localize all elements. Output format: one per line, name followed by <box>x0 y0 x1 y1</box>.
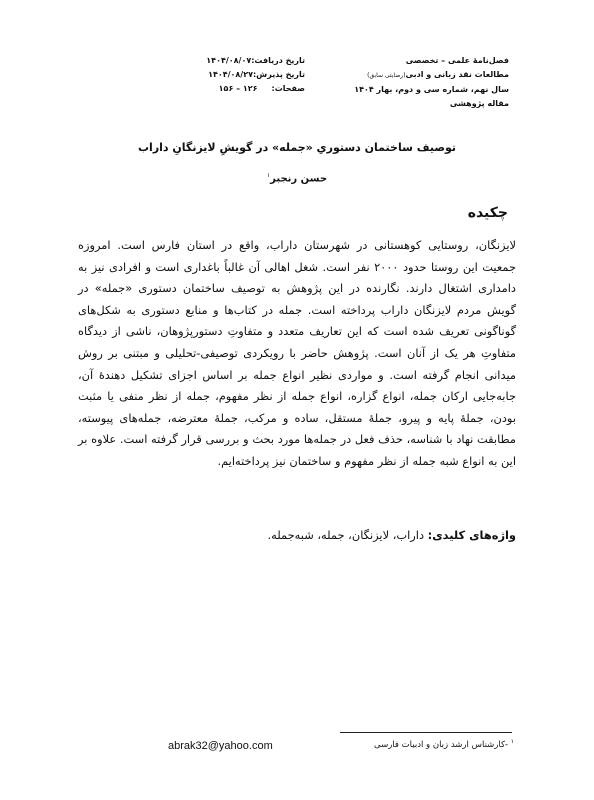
accepted-date: تاریخ پذیرش:۱۴۰۴/۰۸/۲۷ <box>208 70 305 79</box>
pages-label: صفحات: <box>271 84 305 93</box>
journal-header <box>269 54 509 111</box>
abstract-body: لایزنگان، روستایی کوهستانی در شهرستان داراب، واقع در استان فارس است. امروزه جمعیت این روستا حدود ۲۰۰۰ نفر است. شغل اهالی آن غالباً باغداری است و افرادی نیز به دامداری اشتغال دارند. نگارنده در این پژوهش به توصیف ساختمان دستوری «جمله» در گویش مردم لایزنگان داراب پرداخته است. جمله در کتاب‌ها و منابع دستوری به شکل‌های گوناگونی تعریف شده است که این تعاریف متعدد و متفاوتِ دستورپژوهان، ناشی از دیدگاه متفاوتِ هر یک از آنان است. پژوهش حاضر با رویکردی توصیفی-تحلیلی و مبتنی بر روش میدانی انجام گرفته است. و مواردی نظیر انواع جمله بر اساس اجزای تشکیل دهندهٔ آن، جابه‌جایی ارکان جمله، انواع گزاره، انواع جمله از نظر مفهوم، جمله از نظر منفی یا مثبت بودن، جملهٔ پایه و پیرو، جملهٔ مستقل، ساده و مرکب، جملهٔ معترضه، جمله‌های پیوسته، مطابقت نهاد با شناسه، حذف فعل در جمله‌ها مورد بحث و بررسی قرار گرفته است. علاوه بر این به انواع شبه جمله از نظر مفهوم و ساختمان نیز پرداخته‌ایم. <box>78 238 516 468</box>
article-dates <box>85 54 305 96</box>
journal-issue: سال نهم، شماره سی و دوم، بهار ۱۴۰۴ <box>354 85 509 94</box>
journal-name: مطالعات نقد زبانی و ادبی <box>405 70 509 79</box>
paper-title: توصیف ساختمان دستوریِ «جمله» در گویشِ لایزنگانِ داراب <box>138 141 456 154</box>
keywords-value: داراب، لایزنگان، جمله، شبه‌جمله. <box>267 528 425 542</box>
journal-name-line <box>269 68 509 83</box>
keywords-label: واژه‌های کلیدی: <box>427 528 516 542</box>
footnote-mark: ۱ <box>510 738 514 745</box>
abstract-heading: چکیده <box>467 205 508 221</box>
footnote <box>374 738 514 750</box>
pages-value: ۱۲۶ – ۱۵۶ <box>218 84 258 93</box>
author-footnote-mark: ۱ <box>266 172 271 179</box>
keywords-line <box>78 525 516 545</box>
footnote-text: -کارشناس ارشد زبان و ادبیات فارسی <box>374 739 509 750</box>
author-line <box>80 172 514 184</box>
page-range-line <box>85 82 305 96</box>
author-name: حسن رنجبر <box>270 173 328 185</box>
journal-type: فصل‌نامهٔ علمی – تخصصی <box>405 56 509 65</box>
article-type: مقاله پژوهشی <box>449 99 509 108</box>
footnote-divider <box>340 732 512 733</box>
author-email: abrak32@yahoo.com <box>168 740 273 752</box>
journal-former-name: (رضایتی سابق) <box>367 72 406 79</box>
received-date: تاریخ دریافت:۱۴۰۴/۰۸/۰۷ <box>206 56 305 65</box>
